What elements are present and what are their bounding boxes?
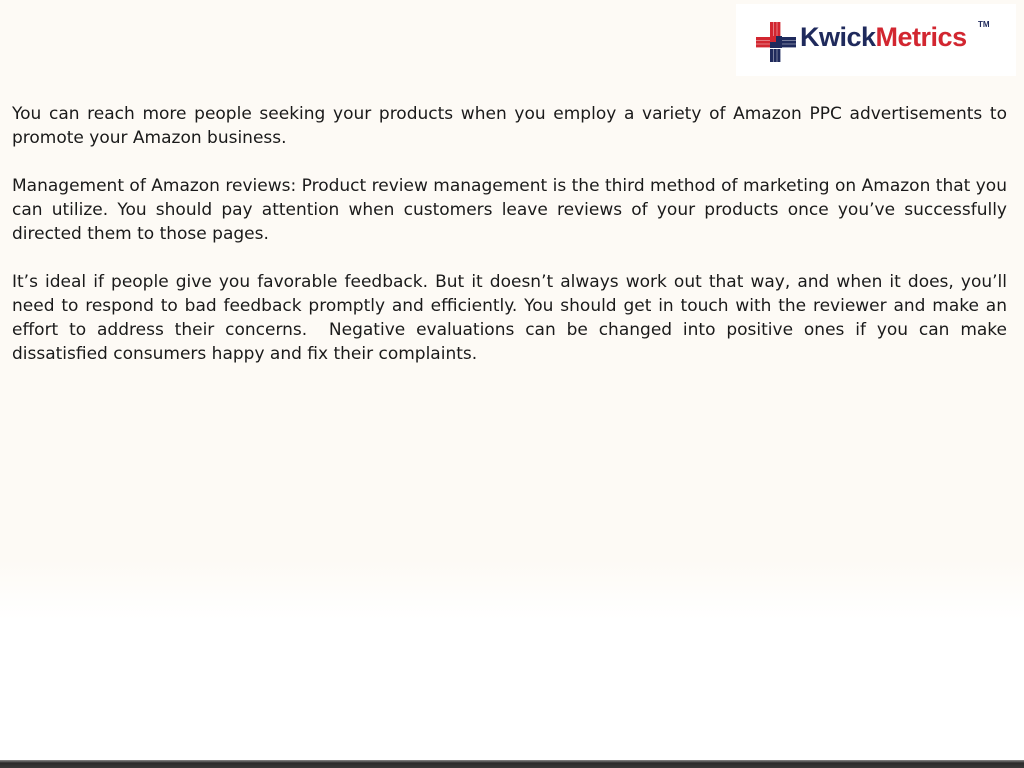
logo-kwick-text: Kwick bbox=[800, 22, 876, 52]
cross-logo-icon bbox=[754, 20, 798, 64]
paragraph-ppc: You can reach more people seeking your products when you employ a variety of Amazon PPC advertisements to promote your Amazon business. bbox=[12, 104, 1013, 148]
logo-metrics-text: Metrics bbox=[875, 22, 967, 52]
logo-wordmark bbox=[800, 22, 967, 53]
paragraph-feedback: It’s ideal if people give you favorable feedback. But it doesn’t always work out that way, and when it does, you’ll need to respond to bad feedback promptly and efficiently. You should get in touch with the reviewer and make an effort to address their concerns. Negative evaluations can be changed into positive ones if you can make dissatisfied consumers happy and fix their complaints. bbox=[12, 272, 1013, 364]
kwickmetrics-logo bbox=[736, 4, 1016, 76]
trademark-mark: TM bbox=[978, 20, 990, 29]
paragraph-reviews-management: Management of Amazon reviews: Product review management is the third method of marketing on Amazon that you can utilize. You should pay attention when customers leave reviews of your products once you’ve successfully directed them to those pages. bbox=[12, 176, 1013, 244]
bottom-border bbox=[0, 760, 1024, 768]
body-text bbox=[12, 102, 1013, 390]
